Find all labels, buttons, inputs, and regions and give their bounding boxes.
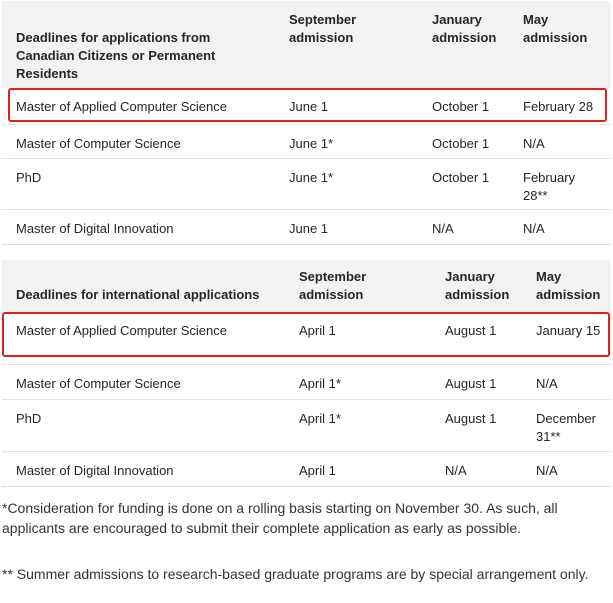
table-row	[2, 158, 611, 209]
september-deadline: April 1	[299, 462, 336, 478]
column-header-january: January admission	[432, 12, 497, 45]
september-deadline: April 1	[299, 323, 336, 338]
september-deadline: April 1*	[299, 375, 341, 391]
column-header-may: May admission	[536, 269, 601, 302]
january-deadline: N/A	[445, 462, 467, 478]
january-deadline: N/A	[432, 220, 454, 236]
may-deadline: N/A	[523, 135, 545, 151]
january-deadline: October 1	[432, 135, 490, 151]
january-deadline: August 1	[445, 323, 497, 338]
program-name: PhD	[16, 169, 42, 185]
funding-footnote: *Consideration for funding is done on a rolling basis starting on November 30. As such, all applicants are encouraged to submit their complete application as early as possible.	[2, 500, 558, 536]
summer-footnote: ** Summer admissions to research-based graduate programs are by special arrangement only.	[2, 566, 589, 582]
column-header-may: May admission	[523, 12, 588, 45]
january-deadline: October 1	[432, 99, 490, 114]
september-deadline: June 1*	[289, 169, 334, 185]
table-row	[2, 312, 611, 364]
january-deadline: August 1	[445, 375, 497, 391]
may-deadline: N/A	[536, 375, 558, 391]
table-row	[2, 209, 611, 244]
september-deadline: June 1	[289, 220, 329, 236]
program-name: Master of Digital Innovation	[16, 220, 174, 236]
international-deadlines-table	[2, 260, 611, 487]
column-header-september: September admission	[299, 269, 367, 302]
column-header-program: Deadlines for international applications	[16, 287, 260, 302]
domestic-deadlines-table	[2, 1, 611, 245]
may-deadline: N/A	[536, 462, 558, 478]
program-name: PhD	[16, 410, 42, 426]
table-header-row	[2, 260, 611, 312]
may-deadline: January 15	[536, 323, 601, 338]
program-name: Master of Applied Computer Science	[16, 99, 227, 114]
table-row	[2, 88, 611, 124]
table-row	[2, 451, 611, 486]
column-header-september: September admission	[289, 12, 357, 45]
may-deadline: N/A	[523, 220, 545, 236]
table-row	[2, 364, 611, 399]
january-deadline: October 1	[432, 169, 490, 185]
table-row	[2, 124, 611, 158]
program-name: Master of Digital Innovation	[16, 462, 174, 478]
table-row	[2, 399, 611, 451]
september-deadline: June 1	[289, 99, 329, 114]
program-name: Master of Applied Computer Science	[16, 323, 227, 338]
program-name: Master of Computer Science	[16, 375, 181, 391]
may-deadline: February 28**	[523, 169, 576, 203]
january-deadline: August 1	[445, 410, 497, 426]
column-header-program: Deadlines for applications from Canadian Citizens or Permanent Residents	[16, 30, 216, 81]
may-deadline: February 28	[523, 99, 594, 114]
september-deadline: June 1*	[289, 135, 334, 151]
column-header-january: January admission	[445, 269, 510, 302]
may-deadline: December 31**	[536, 410, 596, 444]
program-name: Master of Computer Science	[16, 135, 181, 151]
september-deadline: April 1*	[299, 410, 341, 426]
table-header-row	[2, 1, 611, 88]
